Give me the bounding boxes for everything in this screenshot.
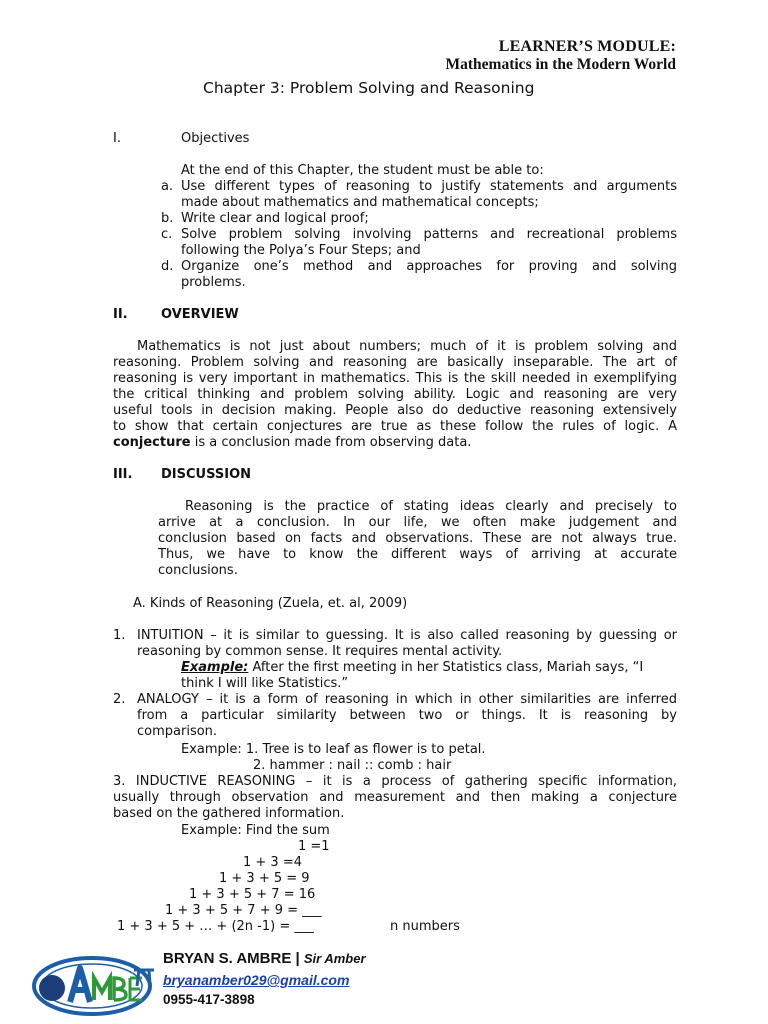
analogy-example-2: 2. hammer : nail :: comb : hair bbox=[253, 758, 452, 773]
inductive-example: Example: Find the sum bbox=[181, 823, 330, 838]
sum-row: 1 =1 bbox=[298, 839, 330, 854]
analogy-line: ANALOGY – it is a form of reasoning in which in other similarities are inferred bbox=[137, 692, 677, 707]
intuition-example-line: think I will like Statistics.” bbox=[181, 676, 349, 691]
intuition-line: INTUITION – it is similar to guessing. It is also called reasoning by guessing or bbox=[137, 628, 677, 643]
discussion-line: Reasoning is the practice of stating ideas clearly and precisely to bbox=[185, 499, 677, 514]
discussion-line: conclusion based on facts and observations. These are not always true. bbox=[158, 531, 677, 546]
author-full-name: BRYAN S. AMBRE | bbox=[163, 950, 304, 967]
discussion-heading: DISCUSSION bbox=[161, 467, 251, 482]
analogy-example-1: Example: 1. Tree is to leaf as flower is to petal. bbox=[181, 742, 486, 757]
author-phone: 0955-417-3898 bbox=[163, 992, 255, 1007]
section-numeral-2: II. bbox=[113, 307, 128, 322]
intuition-line: reasoning by common sense. It requires mental activity. bbox=[137, 644, 503, 659]
author-name bbox=[163, 950, 366, 967]
inductive-line: 3. INDUCTIVE REASONING – it is a process of gathering specific information, bbox=[113, 774, 677, 789]
objective-letter: c. bbox=[161, 227, 173, 242]
objective-letter: a. bbox=[161, 179, 174, 194]
intuition-example bbox=[181, 660, 677, 676]
module-title: LEARNER’S MODULE: bbox=[498, 38, 676, 55]
objective-line: Write clear and logical proof; bbox=[181, 211, 369, 226]
sum-row: 1 + 3 + 5 + 7 + 9 = ___ bbox=[165, 903, 322, 918]
overview-line: reasoning. Problem solving and reasoning are basically inseparable. The art of bbox=[113, 355, 677, 370]
sum-row: 1 + 3 =4 bbox=[243, 855, 302, 870]
discussion-line: Thus, we have to know the different ways of arriving at accurate bbox=[158, 547, 677, 562]
overview-last-line bbox=[113, 435, 471, 451]
overview-line: useful tools in decision making. People also do deductive reasoning extensively bbox=[113, 403, 677, 418]
analogy-line: from a particular similarity between two or things. It is reasoning by bbox=[137, 708, 677, 723]
inductive-line: based on the gathered information. bbox=[113, 806, 345, 821]
objectives-heading: Objectives bbox=[181, 131, 250, 146]
sum-row: 1 + 3 + 5 = 9 bbox=[219, 871, 310, 886]
overview-line: Mathematics is not just about numbers; much of it is problem solving and bbox=[137, 339, 677, 354]
sum-row: 1 + 3 + 5 + 7 = 16 bbox=[189, 887, 316, 902]
objective-letter: b. bbox=[161, 211, 174, 226]
discussion-line: conclusions. bbox=[158, 563, 238, 578]
example-text: After the first meeting in her Statistics class, Mariah says, “I bbox=[248, 660, 644, 675]
discussion-line: arrive at a conclusion. In our life, we often make judgement and bbox=[158, 515, 677, 530]
objective-line: problems. bbox=[181, 275, 246, 290]
list-number: 2. bbox=[113, 692, 126, 707]
overview-heading: OVERVIEW bbox=[161, 307, 239, 322]
objective-letter: d. bbox=[161, 259, 174, 274]
sum-row: 1 + 3 + 5 + … + (2n -1) = ___ bbox=[117, 919, 314, 934]
course-title: Mathematics in the Modern World bbox=[445, 56, 676, 73]
section-numeral-3: III. bbox=[113, 467, 133, 482]
objective-line: Solve problem solving involving patterns and recreational problems bbox=[181, 227, 677, 242]
author-alias: Sir Amber bbox=[303, 951, 366, 966]
inductive-line: usually through observation and measurement and then making a conjecture bbox=[113, 790, 677, 805]
objective-line: following the Polya’s Four Steps; and bbox=[181, 243, 421, 258]
objectives-intro: At the end of this Chapter, the student must be able to: bbox=[181, 163, 544, 178]
conjecture-definition: is a conclusion made from observing data. bbox=[190, 435, 472, 450]
objective-line: made about mathematics and mathematical concepts; bbox=[181, 195, 539, 210]
n-numbers-label: n numbers bbox=[390, 919, 460, 934]
sir-amber-logo bbox=[30, 946, 158, 1020]
overview-line: to show that certain conjectures are true as these follow the rules of logic. A bbox=[113, 419, 677, 434]
objective-line: Use different types of reasoning to justify statements and arguments bbox=[181, 179, 677, 194]
kinds-of-reasoning-heading: A. Kinds of Reasoning (Zuela, et. al, 2009) bbox=[133, 596, 408, 611]
overview-line: the critical thinking and problem solving ability. Logic and reasoning are very bbox=[113, 387, 677, 402]
list-number: 1. bbox=[113, 628, 126, 643]
section-numeral-1: I. bbox=[113, 131, 121, 146]
analogy-line: comparison. bbox=[137, 724, 218, 739]
overview-line: reasoning is very important in mathematics. This is the skill needed in exemplifying bbox=[113, 371, 677, 386]
author-email-link[interactable]: bryanamber029@gmail.com bbox=[163, 972, 350, 988]
objective-line: Organize one’s method and approaches for proving and solving bbox=[181, 259, 677, 274]
chapter-title: Chapter 3: Problem Solving and Reasoning bbox=[203, 79, 535, 97]
example-label: Example: bbox=[181, 660, 249, 675]
conjecture-term: conjecture bbox=[113, 435, 191, 450]
